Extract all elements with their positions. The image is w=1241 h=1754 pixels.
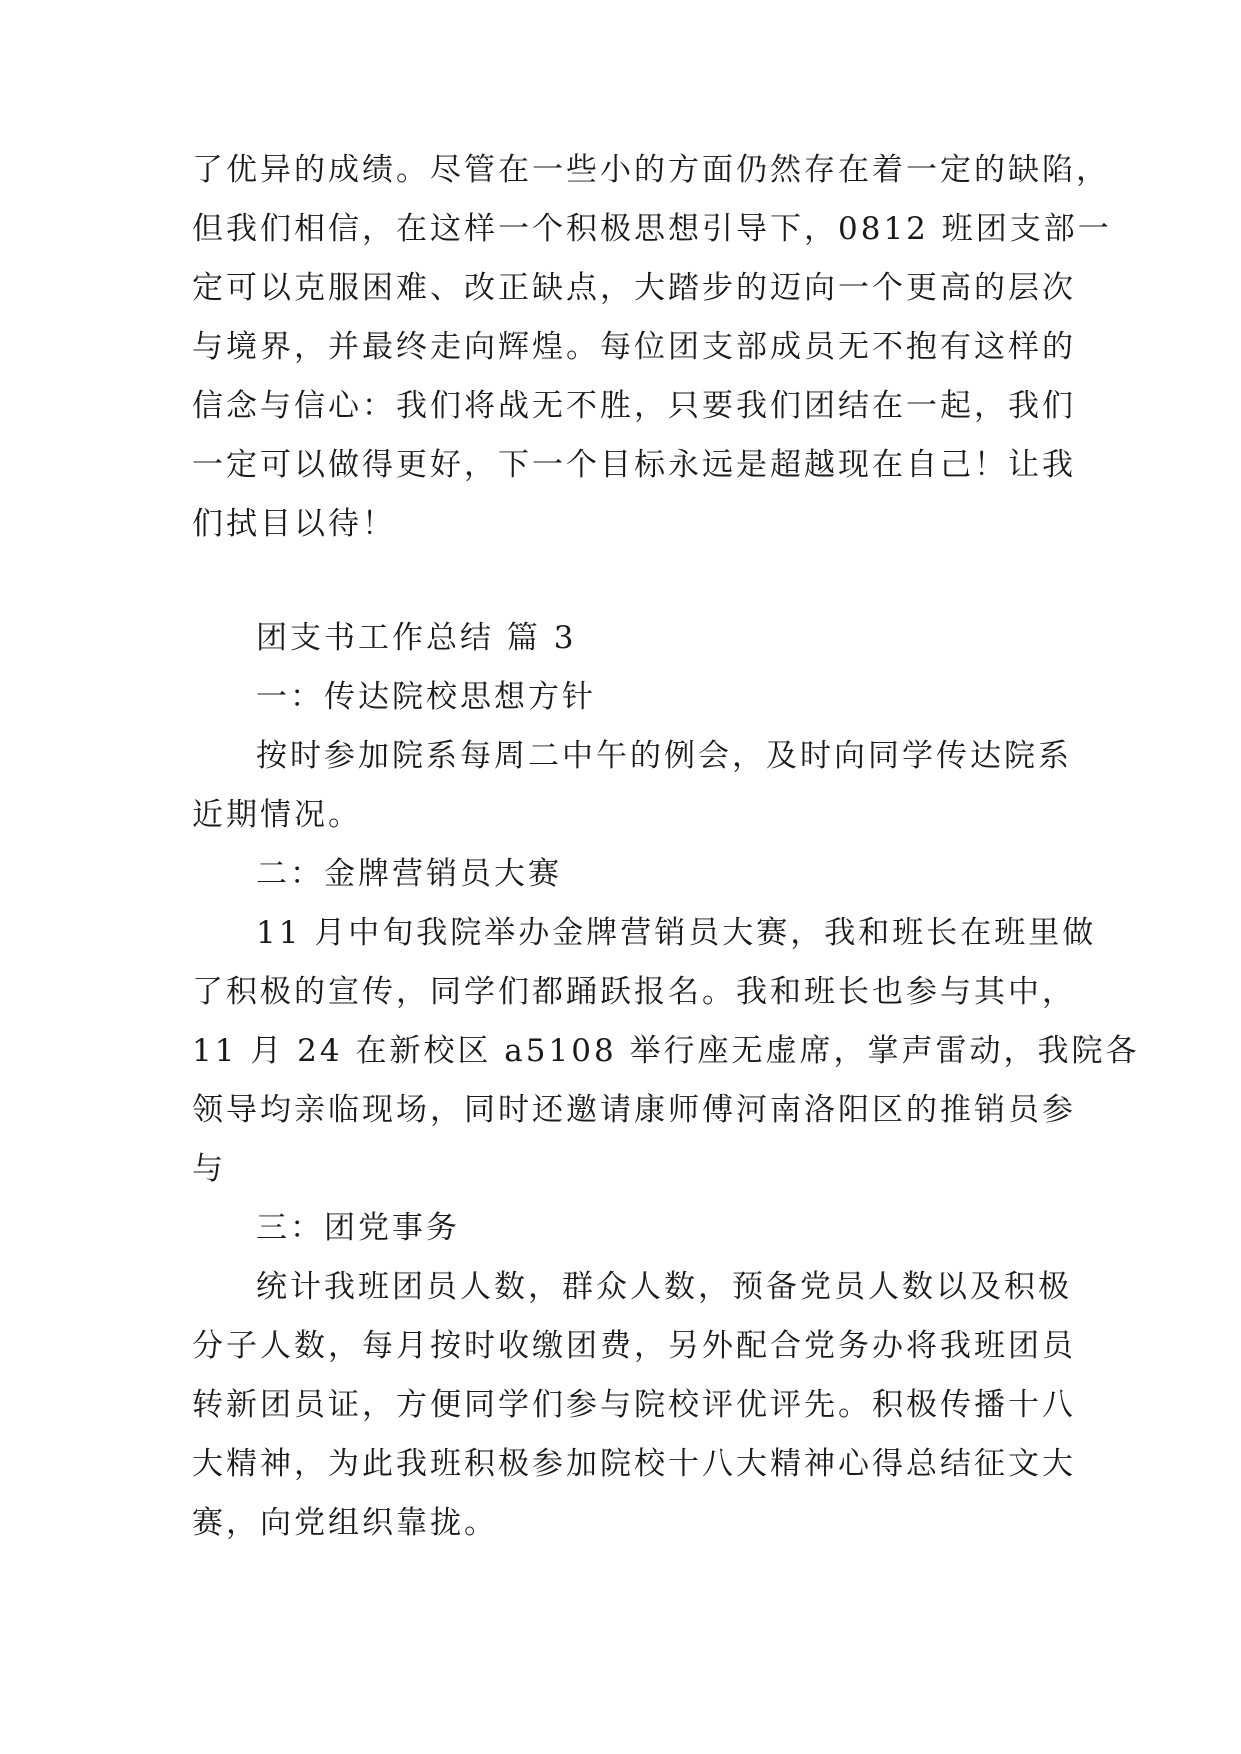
section-title: 团支书工作总结 篇 3 (256, 620, 577, 656)
paragraph-line: 与 (192, 1151, 226, 1187)
section-heading: 二：金牌营销员大赛 (256, 856, 562, 892)
paragraph-line: 近期情况。 (192, 797, 362, 833)
section-heading: 一：传达院校思想方针 (256, 679, 596, 715)
paragraph-line: 转新团员证，方便同学们参与院校评优评先。积极传播十八 (192, 1387, 1076, 1423)
paragraph-line: 领导均亲临现场，同时还邀请康师傅河南洛阳区的推销员参 (192, 1092, 1076, 1128)
paragraph-line: 们拭目以待！ (192, 506, 396, 542)
paragraph-line: 但我们相信，在这样一个积极思想引导下，0812 班团支部一 (192, 211, 1112, 247)
paragraph-line: 了积极的宣传，同学们都踊跃报名。我和班长也参与其中， (192, 974, 1076, 1010)
paragraph-line: 大精神，为此我班积极参加院校十八大精神心得总结征文大 (192, 1446, 1076, 1482)
paragraph-line: 信念与信心：我们将战无不胜，只要我们团结在一起，我们 (192, 388, 1076, 424)
paragraph-line: 11 月 24 在新校区 a5108 举行座无虚席，掌声雷动，我院各 (192, 1033, 1140, 1069)
paragraph-line: 赛，向党组织靠拢。 (192, 1505, 498, 1541)
paragraph-line: 与境界，并最终走向辉煌。每位团支部成员无不抱有这样的 (192, 329, 1076, 365)
paragraph-line: 定可以克服困难、改正缺点，大踏步的迈向一个更高的层次 (192, 270, 1076, 306)
section-heading: 三：团党事务 (256, 1210, 460, 1246)
paragraph-line: 一定可以做得更好，下一个目标永远是超越现在自己！让我 (192, 447, 1076, 483)
paragraph-line: 11 月中旬我院举办金牌营销员大赛，我和班长在班里做 (256, 915, 1097, 951)
paragraph-line: 统计我班团员人数，群众人数，预备党员人数以及积极 (256, 1269, 1072, 1305)
paragraph-line: 分子人数，每月按时收缴团费，另外配合党务办将我班团员 (192, 1328, 1076, 1364)
paragraph-line: 了优异的成绩。尽管在一些小的方面仍然存在着一定的缺陷， (192, 152, 1110, 188)
paragraph-line: 按时参加院系每周二中午的例会，及时向同学传达院系 (256, 738, 1072, 774)
